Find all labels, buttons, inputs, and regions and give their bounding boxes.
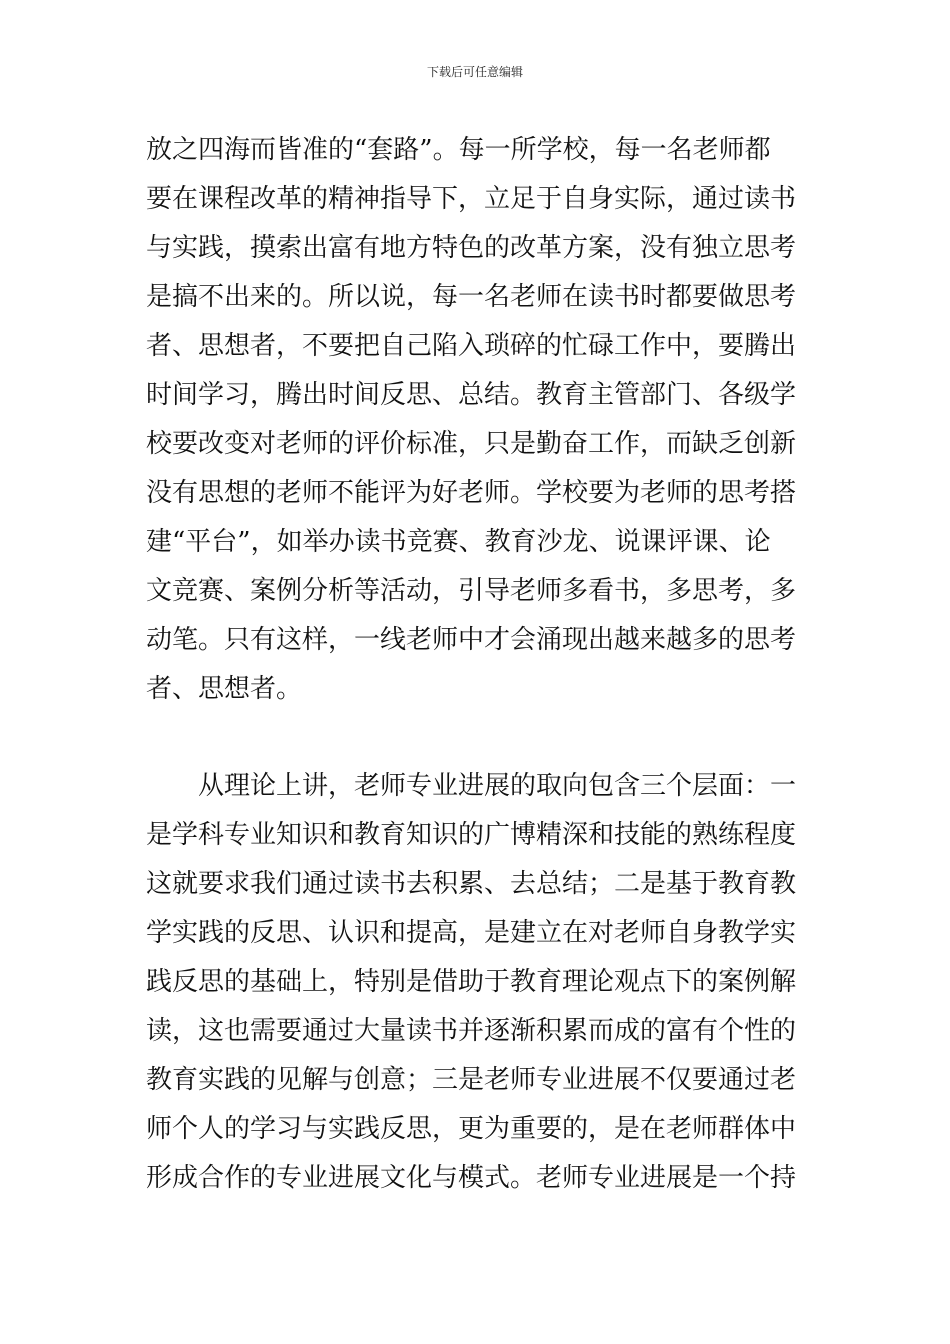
text-line: 放之四海而皆准的“套路”。每一所学校，每一名老师都 bbox=[146, 135, 771, 165]
text-line: 校要改变对老师的评价标准，只是勤奋工作，而缺乏创新 bbox=[146, 429, 797, 459]
text-line: 这就要求我们通过读书去积累、去总结；二是基于教育教 bbox=[146, 869, 797, 899]
text-line: 时间学习，腾出时间反思、总结。教育主管部门、各级学 bbox=[146, 380, 797, 410]
text-line: 文竞赛、案例分析等活动，引导老师多看书，多思考，多 bbox=[146, 576, 797, 606]
text-line: 者、思想者，不要把自己陷入琐碎的忙碌工作中，要腾出 bbox=[146, 331, 797, 361]
paragraph-1 bbox=[146, 126, 806, 714]
text-line: 是搞不出来的。所以说，每一名老师在读书时都要做思考 bbox=[146, 282, 797, 312]
text-line: 师个人的学习与实践反思，更为重要的，是在老师群体中 bbox=[146, 1114, 797, 1144]
text-line: 建“平台”，如举办读书竞赛、教育沙龙、说课评课、论 bbox=[146, 527, 771, 557]
text-line: 形成合作的专业进展文化与模式。老师专业进展是一个持 bbox=[146, 1163, 797, 1193]
text-line: 读，这也需要通过大量读书并逐渐积累而成的富有个性的 bbox=[146, 1016, 797, 1046]
text-line: 教育实践的见解与创意；三是老师专业进展不仅要通过老 bbox=[146, 1065, 797, 1095]
text-line: 学实践的反思、认识和提高，是建立在对老师自身教学实 bbox=[146, 918, 797, 948]
text-line: 与实践，摸索出富有地方特色的改革方案，没有独立思考 bbox=[146, 233, 797, 263]
text-line: 动笔。只有这样，一线老师中才会涌现出越来越多的思考 bbox=[146, 625, 797, 655]
page-header: 下载后可任意编辑 bbox=[426, 65, 523, 79]
text-line: 从理论上讲，老师专业进展的取向包含三个层面：一 bbox=[198, 771, 797, 801]
text-line: 是学科专业知识和教育知识的广博精深和技能的熟练程度 bbox=[146, 820, 797, 850]
text-line: 践反思的基础上，特别是借助于教育理论观点下的案例解 bbox=[146, 967, 797, 997]
text-line: 者、思想者。 bbox=[146, 674, 303, 704]
text-line: 没有思想的老师不能评为好老师。学校要为老师的思考搭 bbox=[146, 478, 797, 508]
text-line: 要在课程改革的精神指导下，立足于自身实际，通过读书 bbox=[146, 184, 797, 214]
paragraph-2 bbox=[146, 762, 806, 1203]
